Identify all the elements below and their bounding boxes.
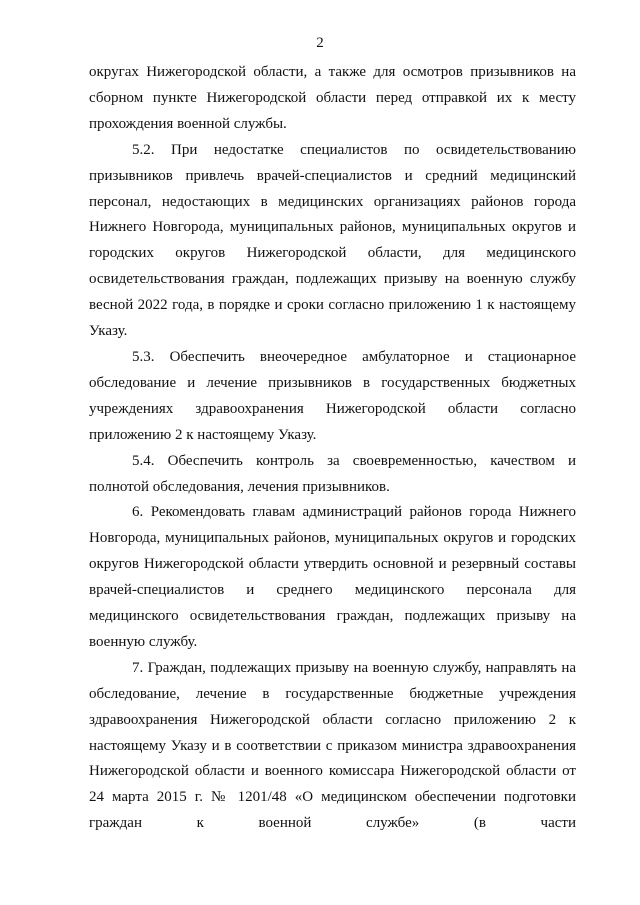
paragraph-6: 6. Рекомендовать главам администраций районов города Нижнего Новгорода, муниципальных районов, муниципальных округов и городских округов Нижегородской области утвердить основной и резервный составы врачей-специалистов и среднего медицинского персонала для медицинского освидетельствования граждан, подлежащих призыву на военную службу. (89, 504, 576, 650)
page-number: 2 (316, 35, 324, 51)
document-body (89, 60, 576, 837)
paragraph-7: 7. Граждан, подлежащих призыву на военную службу, направлять на обследование, лечение в государственные бюджетные учреждения здравоохранения Нижегородской области согласно приложению 2 к настоящему Указу и в соответствии с приказом министра здравоохранения Нижегородской области и военного комиссара Нижегородской области от 24 марта 2015 г. № 1201/48 «О медицинском обеспечении подготовки граждан к военной службе» (в части (89, 659, 576, 832)
paragraph-5-3: 5.3. Обеспечить внеочередное амбулаторное и стационарное обследование и лечение призывников в государственных бюджетных учреждениях здравоохранения Нижегородской области согласно приложению 2 к настоящему Указу. (89, 348, 576, 443)
paragraph-5-4: 5.4. Обеспечить контроль за своевременностью, качеством и полнотой обследования, лечения призывников. (89, 452, 576, 495)
paragraph-5-2: 5.2. При недостатке специалистов по освидетельствованию призывников привлечь врачей-специалистов и средний медицинский персонал, недостающих в медицинских организациях районов города Нижнего Новгорода, муниципальных районов, муниципальных округов и городских округов Нижегородской области, для медицинского освидетельствования граждан, подлежащих призыву на военную службу весной 2022 года, в порядке и сроки согласно приложению 1 к настоящему Указу. (89, 141, 576, 340)
paragraph-continuation: округах Нижегородской области, а также для осмотров призывников на сборном пункте Нижегородской области перед отправкой их к месту прохождения военной службы. (89, 64, 576, 132)
